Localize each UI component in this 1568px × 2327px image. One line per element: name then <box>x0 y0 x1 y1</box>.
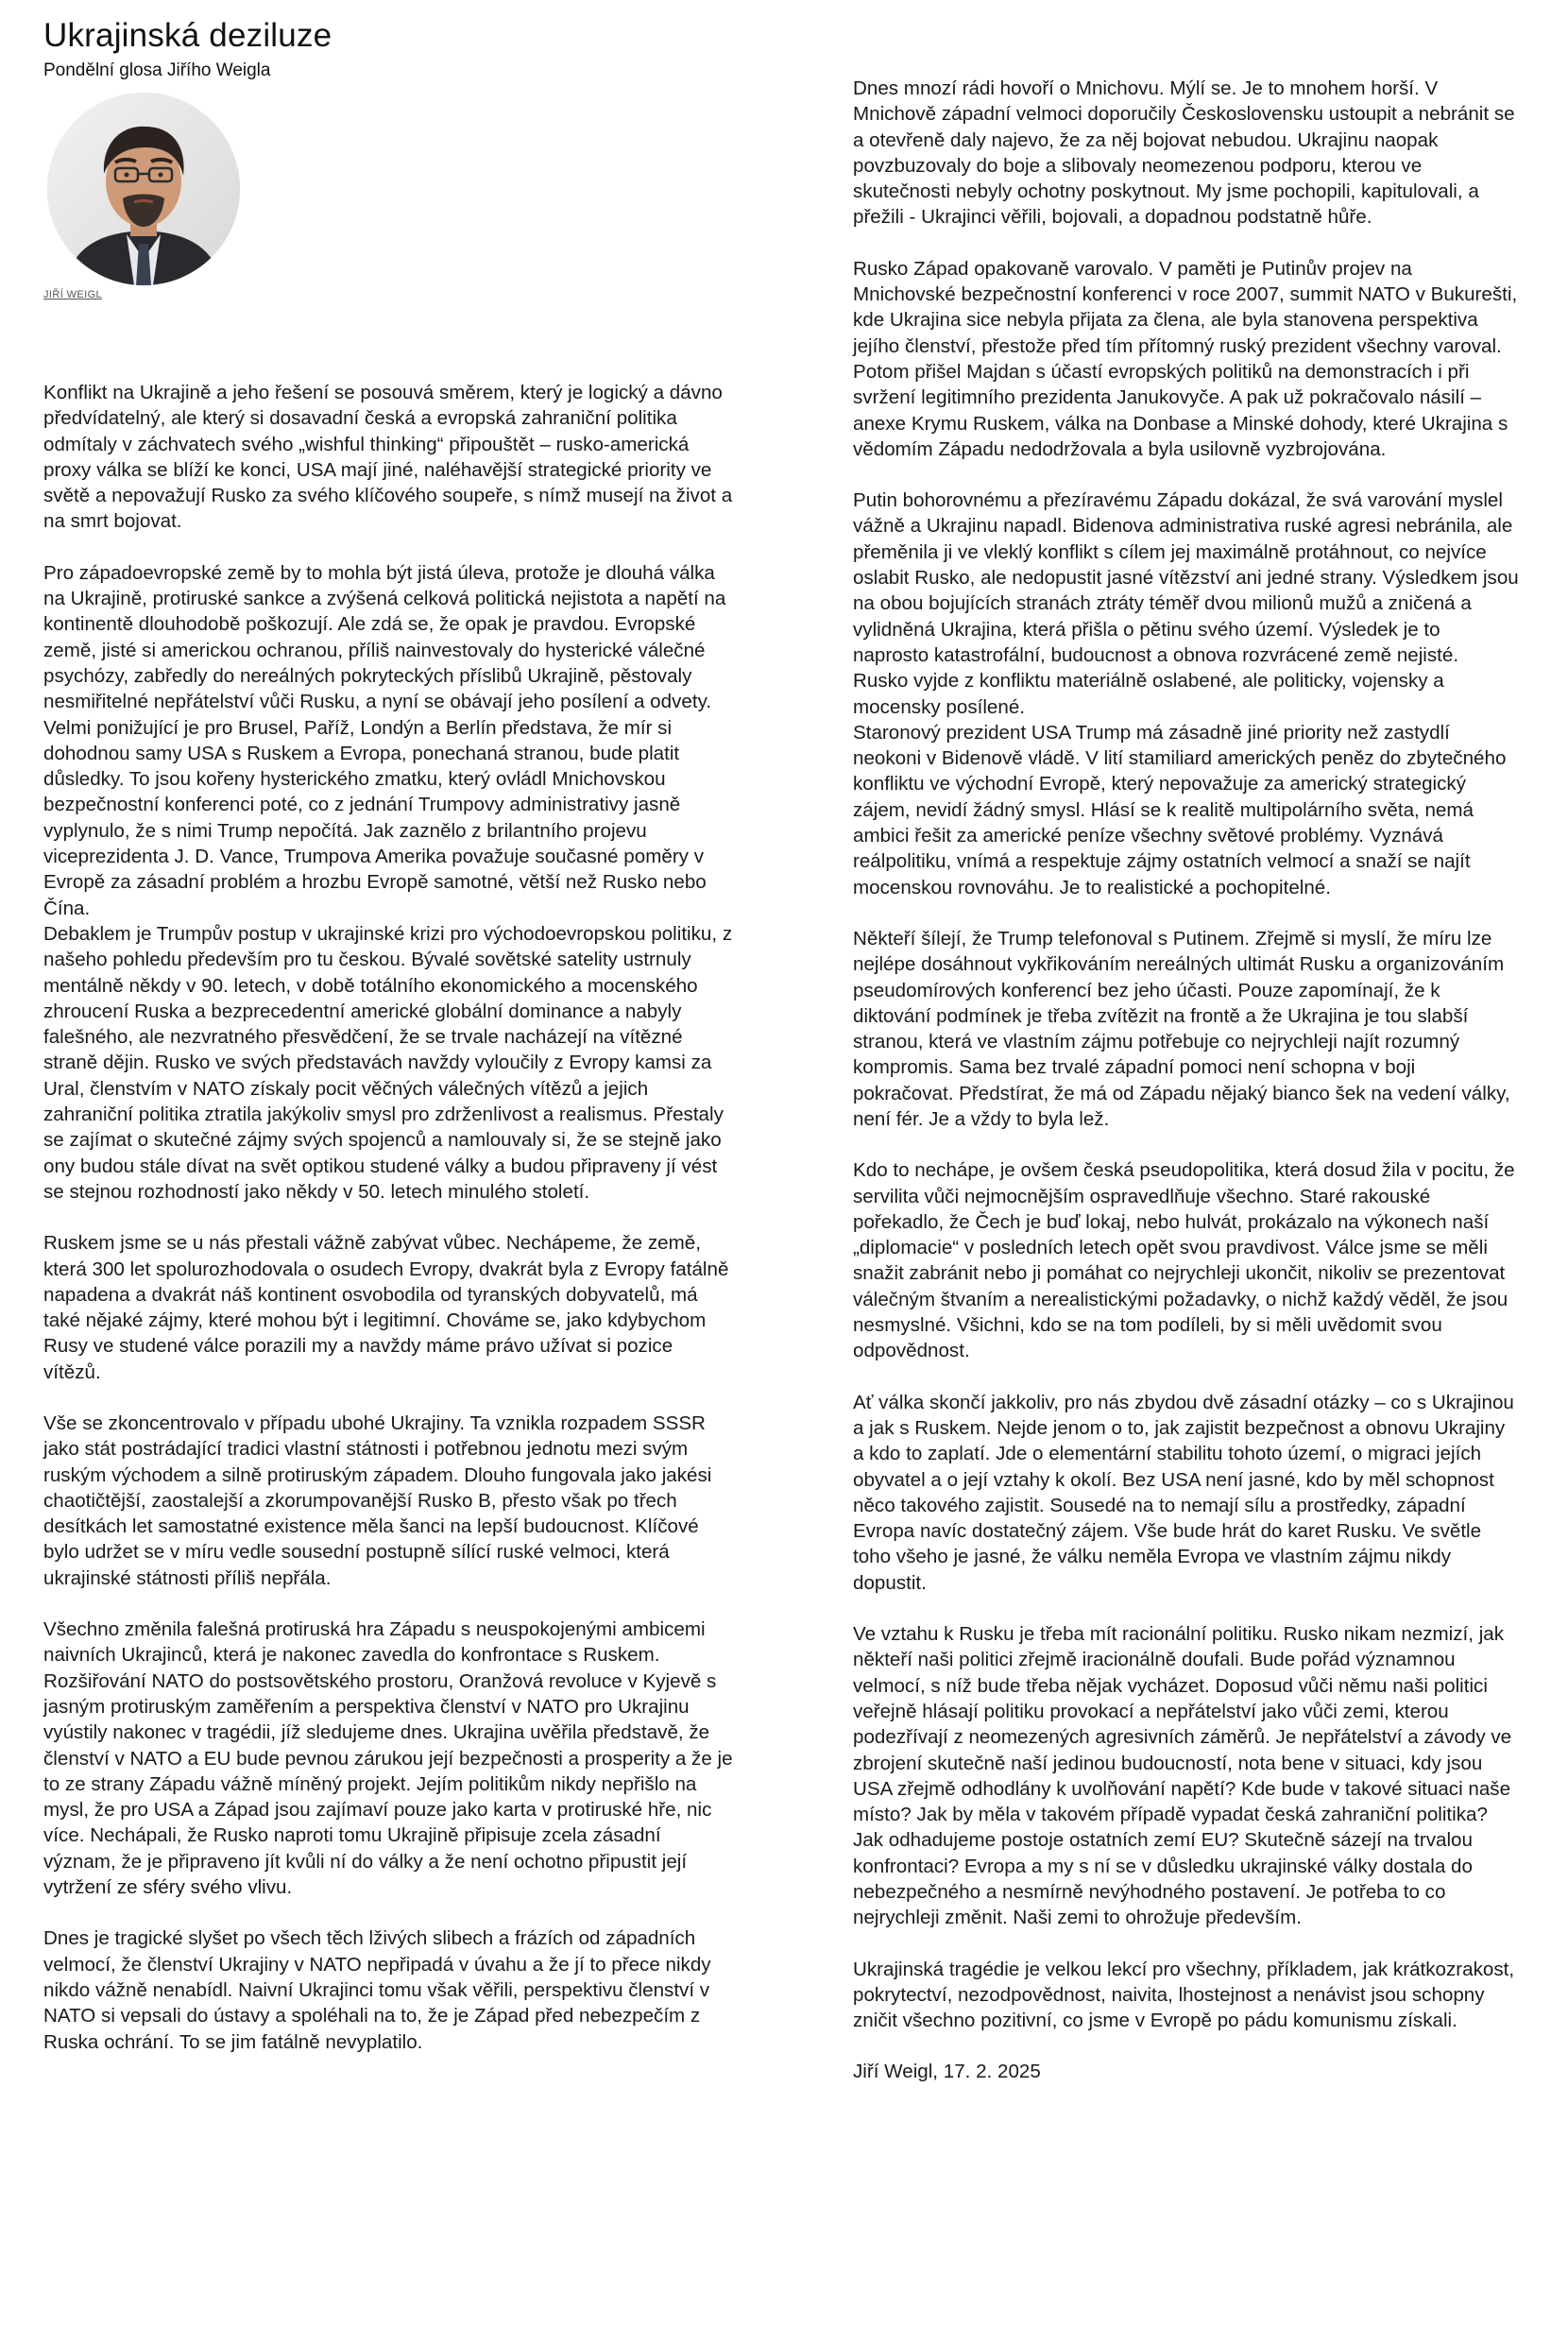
article-paragraph: Ruskem jsme se u nás přestali vážně zabývat vůbec. Nechápeme, že země, která 300 let spolurozhodovala o osudech Evropy, dvakrát byla z Evropy fatálně napadena a dvakrát náš kontinent osvobodila od tyranských dobyvatelů, má také nějaké zájmy, které mohou být i legitimní. Chováme se, jako kdybychom Rusy ve studené válce porazili my a navždy máme právo užívat si pozice vítězů. <box>43 1232 729 1383</box>
article-paragraph: Konflikt na Ukrajině a jeho řešení se posouvá směrem, který je logický a dávno předvídatelný, ale který si dosavadní česká a evropská zahraniční politika odmítaly v záchvatech svého „wishful thinking“ připouštět – rusko-americká proxy válka se blíží ke konci, USA mají jiné, naléhavější strategické priority ve světě a nepovažují Rusko za svého klíčového soupeře, s nímž musejí na život a na smrt bojovat. <box>43 382 733 533</box>
article-paragraph: Staronový prezident USA Trump má zásadně jiné priority než zastydlí neokoni v Bidenově vládě. V lití stamiliard amerických peněz do zbytečného konfliktu ve východní Evropě, který nepovažuje za americký strategický zájem, nevidí žádný smysl. Hlásí se k realitě multipolárního světa, nemá ambici řešit za americké peníze všechny světové problémy. Vyznává reálpolitiku, vnímá a respektuje zájmy ostatních velmocí a snaží se najít mocenskou rovnováhu. Je to realistické a pochopitelné. <box>853 721 1507 898</box>
article-paragraph: Rusko Západ opakovaně varovalo. V paměti je Putinův projev na Mnichovské bezpečnostní konferenci v roce 2007, summit NATO v Bukurešti, kde Ukrajina sice nebyla přijata za člena, ale byla stanovena perspektiva jejího členství, přestože před tím přítomný ruský prezident všechny varoval. Potom přišel Majdan s účastí evropských politiků na demonstracích i při svržení legitimního prezidenta Janukovyče. A pak už pokračovalo násilí – anexe Krymu Ruskem, válka na Donbase a Minské dohody, které Ukrajina s vědomím Západu nedodržovala a byla usilovně vyzbrojována. <box>853 257 1518 460</box>
article-paragraph: Ať válka skončí jakkoliv, pro nás zbydou dvě zásadní otázky – co s Ukrajinou a jak s Ruskem. Nejde jenom o to, jak zajistit bezpečnost a obnovu Ukrajiny a kdo to zaplatí. Jde o elementární stabilitu tohoto území, o migraci jejích obyvatel a o její vztahy k okolí. Bez USA není jasné, kdo by měl schopnost něco takového zajistit. Sousedé na to nemají sílu a prostředky, západní Evropa navíc dostatečný zájem. Vše bude hrát do karet Rusku. Ve světle toho všeho je jasné, že válku neměla Evropa ve vlastním zájmu nikdy dopustit. <box>853 1391 1514 1594</box>
article-paragraph: Kdo to nechápe, je ovšem česká pseudopolitika, která dosud žila v pocitu, že servilita vůči nejmocnějším ospravedlňuje všechno. Staré rakouské pořekadlo, že Čech je buď lokaj, nebo hulvát, prokázalo na výkonech naší „diplomacie“ v posledních letech opět svou pravdivost. Válce jsme se měli snažit zabránit nebo ji pomáhat co nejrychleji ukončit, nikoliv se prezentovat válečným štvaním a nerealistickými požadavky, o nichž každý věděl, že jsou nesmyslné. Všichni, kdo se na tom podíleli, by si měli uvědomit svou odpovědnost. <box>853 1159 1515 1362</box>
author-portrait <box>47 93 240 285</box>
article-paragraph: Ve vztahu k Rusku je třeba mít racionální politiku. Rusko nikam nezmizí, jak někteří naši politici zřejmě iracionálně doufali. Bude pořád významnou velmocí, s níž bude třeba nějak vycházet. Doposud vůči němu naši politici veřejně hlásají politiku provokací a nepřátelství jako vůči zemi, kterou podezřívají z neomezených agresivních záměrů. Je nepřátelství a závody ve zbrojení skutečně naší jedinou budoucností, nota bene v situaci, kdy jsou USA zřejmě odhodlány k uvolňování napětí? Kde bude v takové situaci naše místo? Jak by měla v takovém případě vypadat česká zahraniční politika? Jak odhadujeme postoje ostatních zemí EU? Skutečně sázejí na trvalou konfrontaci? Evropa a my s ní se v důsledku ukrajinské války dostala do nebezpečného a nesmírně nevýhodného postavení. Je potřeba to co nejrychleji změnit. Naši zemi to ohrožuje především. <box>853 1623 1512 1929</box>
article-paragraph: Putin bohorovnému a přezíravému Západu dokázal, že svá varování myslel vážně a Ukrajinu napadl. Bidenova administrativa ruské agresi nebránila, ale přeměnila ji ve vleklý konflikt s cílem jej maximálně protáhnout, co nejvíce oslabit Rusko, ale nedopustit jasné vítězství ani jedné strany. Výsledkem jsou na obou bojujících stranách ztráty téměř dvou milionů mužů a zničená a vylidněná Ukrajina, která přišla o pětinu svého území. Výsledek je to naprosto katastrofální, budoucnost a obnova rozvrácené země nejisté. Rusko vyjde z konfliktu materiálně oslabené, ale politicky, vojensky a mocensky posílené. <box>853 489 1519 718</box>
article-paragraph: Ukrajinská tragédie je velkou lekcí pro všechny, příkladem, jak krátkozrakost, pokrytectví, nezodpovědnost, naivita, lhostejnost a nenávist jsou schopny zničit všechno pozitivní, co jsme v Evropě po pádu komunismu získali. <box>853 1958 1515 2032</box>
article-title: Ukrajinská deziluze <box>43 17 332 54</box>
article-paragraph: Pro západoevropské země by to mohla být jistá úleva, protože je dlouhá válka na Ukrajině, protiruské sankce a zvýšená celková politická nejistota a napětí na kontinentě dlouhodobě poškozují. Ale zdá se, že opak je pravdou. Evropské země, jisté si americkou ochranou, příliš nainvestovaly do hysterické válečné psychózy, zabředly do nereálných pokryteckých příslibů Ukrajině, pěstovaly nesmiřitelné nepřátelství vůči Rusku, a nyní se obávají jeho posílení a odvety. Velmi ponižující je pro Brusel, Paříž, Londýn a Berlín představa, že mír si dohodnou samy USA s Ruskem a Evropa, ponechaná stranou, bude platit důsledky. To jsou kořeny hysterického zmatku, který ovládl Mnichovskou bezpečnostní konferenci poté, co z jednání Trumpovy administrativy jasně vyplynulo, že s nimi Trump nepočítá. Jak zaznělo z brilantního projevu viceprezidenta J. D. Vance, Trumpova Amerika považuje současné poměry v Evropě za zásadní problém a hrozbu Evropě samotné, větší než Rusko nebo Čína. <box>43 561 726 919</box>
right-column <box>853 76 1519 2085</box>
article-subtitle: Pondělní glosa Jiřího Weigla <box>43 60 271 80</box>
article-paragraph: Vše se zkoncentrovalo v případu ubohé Ukrajiny. Ta vznikla rozpadem SSSR jako stát postrádající tradici vlastní státnosti i potřebnou jednotu mezi svým ruským východem a silně protiruským západem. Dlouho fungovala jako jakési chaotičtější, zaostalejší a zkorumpovanější Rusko B, přesto však po třech desítkách let samostatné existence měla šanci na lepší budoucnost. Klíčové bylo udržet se v míru vedle sousední postupně sílící ruské velmoci, která ukrajinské státnosti příliš nepřála. <box>43 1412 712 1589</box>
author-link[interactable]: JIŘÍ WEIGL <box>43 289 103 300</box>
article-paragraph: Dnes je tragické slyšet po všech těch lživých slibech a frázích od západních velmocí, že členství Ukrajiny v NATO nepřipadá v úvahu a že jí to přece nikdy nikdo vážně nenabídl. Naivní Ukrajinci tomu však věřili, perspektivu členství v NATO si vepsali do ústavy a spoléhali na to, že je Západ před nebezpečím z Ruska ochrání. To se jim fatálně nevyplatilo. <box>43 1927 711 2053</box>
article-signature: Jiří Weigl, 17. 2. 2025 <box>853 2061 1041 2083</box>
article-paragraph: Debaklem je Trumpův postup v ukrajinské krizi pro východoevropskou politiku, z našeho pohledu především pro tu českou. Bývalé sovětské satelity ustrnuly mentálně někdy v 90. letech, v době totálního ekonomického a mocenského zhroucení Ruska a bezprecedentní americké globální dominance a nabyly falešného, ale nezvratného přesvědčení, že se trvale nacházejí na vítězné straně dějin. Rusko ve svých představách navždy vyloučily z Evropy kamsi za Ural, členstvím v NATO získaly pocit věčných válečných vítězů a jejich zahraniční politika ztratila jakýkoliv smysl pro zdrženlivost a realismus. Přestaly se zajímat o skutečné zájmy svých spojenců a namlouvaly si, že se stejně jako ony budou stále dívat na svět optikou studené války a budou připraveny jí vést se stejnou rozhodností jako někdy v 50. letech minulého století. <box>43 922 733 1203</box>
left-column <box>43 380 733 2055</box>
article-paragraph: Všechno změnila falešná protiruská hra Západu s neuspokojenými ambicemi naivních Ukrajinců, která je nakonec zavedla do konfrontace s Ruskem. Rozšiřování NATO do postsovětského prostoru, Oranžová revoluce v Kyjevě s jasným protiruským zaměřením a perspektiva členství v NATO pro Ukrajinu vyústily nakonec v tragédii, jíž sledujeme dnes. Ukrajina uvěřila představě, že členství v NATO a EU bude pevnou zárukou její bezpečnosti a prosperity a že je to ze strany Západu vážně míněný projekt. Jejím politikům nikdy nepřišlo na mysl, že pro USA a Západ jsou zajímaví pouze jako karta v protiruské hře, nic více. Nechápali, že Rusko naproti tomu Ukrajině připisuje zcela zásadní význam, že je připraveno jít kvůli ní do války a že není ochotno připustit její vytržení ze sféry svého vlivu. <box>43 1618 733 1899</box>
author-portrait-image <box>47 93 240 285</box>
article-paragraph: Někteří šílejí, že Trump telefonoval s Putinem. Zřejmě si myslí, že míru lze nejlépe dosáhnout vykřikováním nereálných ultimát Rusku a organizováním pseudomírových konferencí bez jeho účasti. Pouze zapomínají, že k diktování podmínek je třeba zvítězit na frontě a že Ukrajina je tou slabší stranou, která ve vlastním zájmu potřebuje co nejrychleji najít rozumný kompromis. Sama bez trvalé západní pomoci není schopna v boji pokračovat. Předstírat, že má od Západu nějaký bianco šek na vedení války, není fér. Je a vždy to byla lež. <box>853 927 1510 1130</box>
article-paragraph: Dnes mnozí rádi hovoří o Mnichovu. Mýlí se. Je to mnohem horší. V Mnichově západní velmoci doporučily Československu ustoupit a nebránit se a otevřeně daly najevo, že za něj bojovat nebudou. Ukrajinu naopak povzbuzovaly do boje a slibovaly neomezenou podporu, kterou ve skutečnosti nebyly ochotny poskytnout. My jsme pochopili, kapitulovali, a přežili - Ukrajinci věřili, bojovali, a dopadnou podstatně hůře. <box>853 77 1515 229</box>
